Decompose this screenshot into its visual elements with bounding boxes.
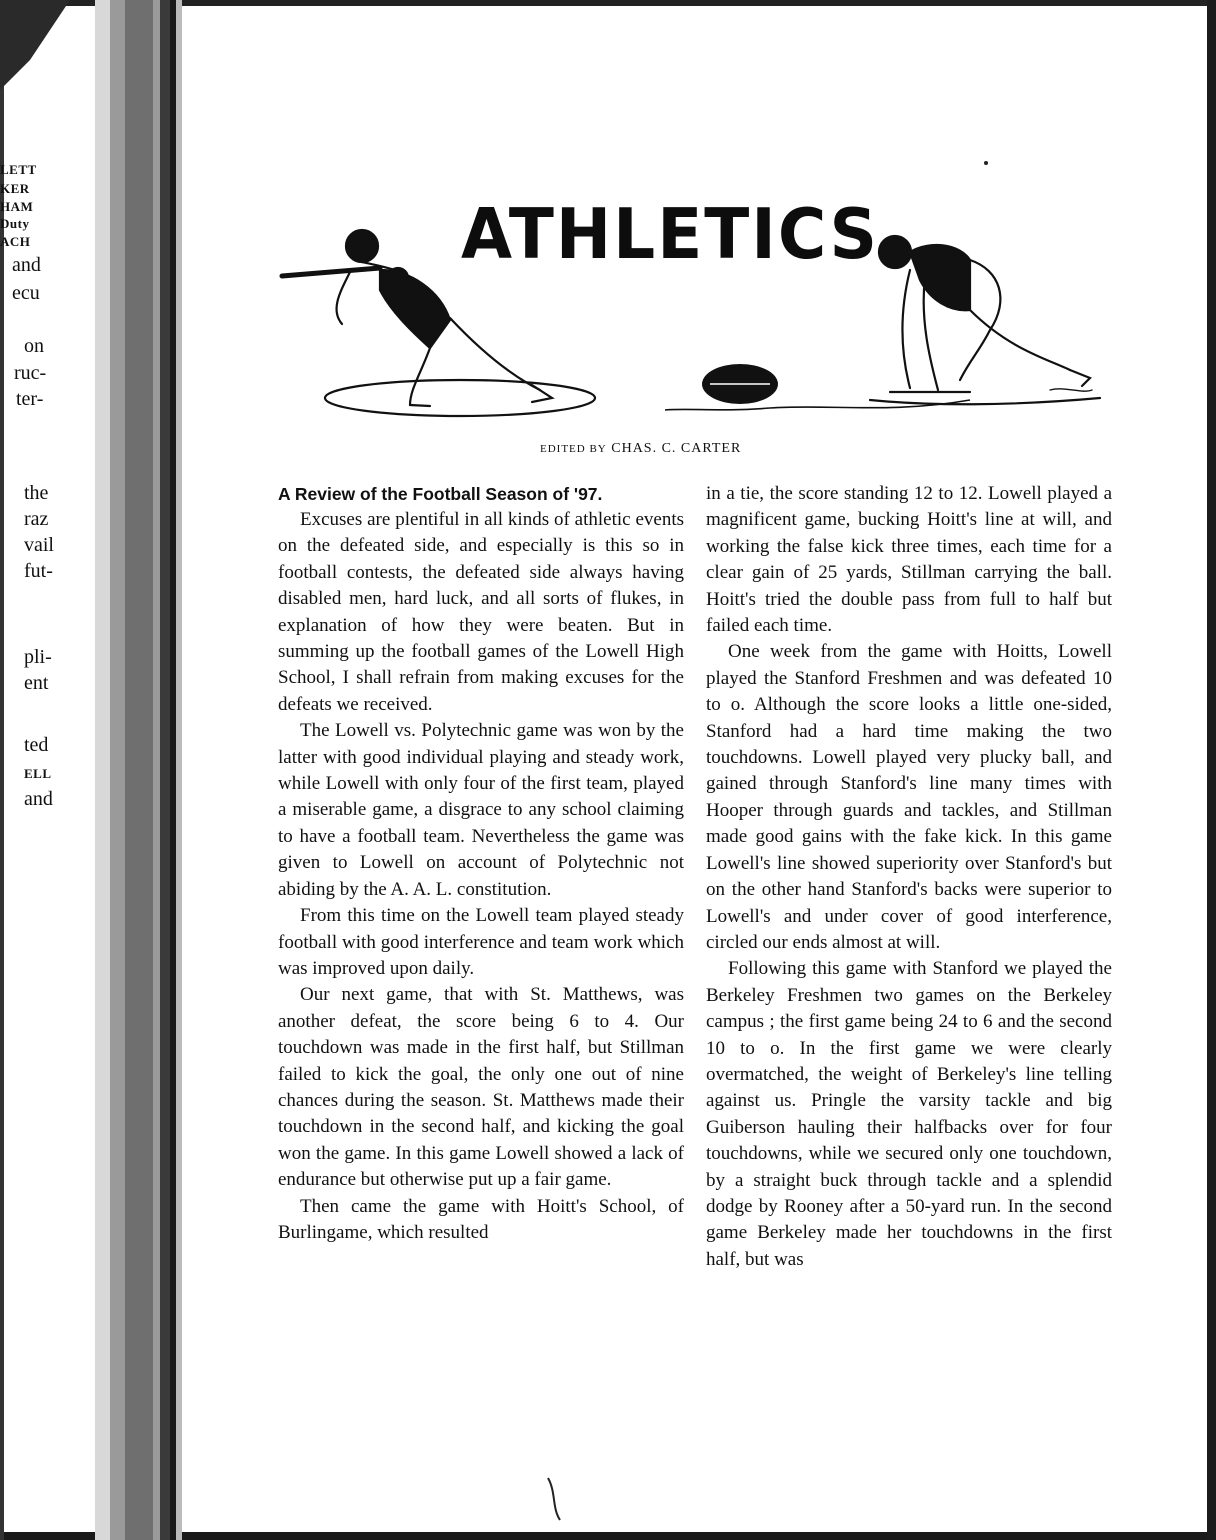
fragment: ruc- — [14, 362, 47, 384]
paragraph: in a tie, the score standing 12 to 12. Lowell played a magnificent game, bucking Hoitt's line at will, and working the false kick three times, each time for a clear gain of 25 yards, Stillman carrying the ball. Hoitt's tried the double pass from full to half but failed each time. — [706, 483, 1112, 637]
fragment: ted — [24, 734, 49, 756]
paragraph: Our next game, that with St. Matthews, was another defeat, the score being 6 to 4. Our touchdown was made in the first half, but Stillman failed to kick the goal, the only one out of nine chances during the season. St. Matthews made their touchdown in the second half, and kicking the goal won the game. In this game Lowell showed a lack of endurance but otherwise put up a fair game. — [278, 984, 684, 1191]
fragment: LETT — [0, 162, 37, 177]
fragment: vail — [24, 534, 54, 556]
page-title: ATHLETICS — [460, 194, 880, 275]
sprinter-figure — [870, 236, 1100, 404]
fragment: pli- — [24, 646, 52, 668]
paragraph: Excuses are plentiful in all kinds of athletic events on the defeated side, and especially is this so in football contests, the defeated side always having disabled men, hard luck, and all sorts of flukes, in explanation of how they were beaten. But in summing up the football games of the Lowell High School, I shall refrain from making excuses for the defeats we received. — [278, 509, 684, 715]
binding-gutter — [95, 0, 182, 1540]
fragment: ELL — [24, 766, 52, 781]
editor-name: CHAS. C. CARTER — [611, 441, 742, 456]
fragment: the — [24, 482, 49, 504]
fragment: ent — [24, 672, 49, 694]
paragraph: Then came the game with Hoitt's School, of Burlingame, which resulted — [278, 1195, 684, 1243]
fragment: on — [24, 335, 44, 357]
fragment: and — [12, 254, 41, 276]
fragment: and — [24, 788, 53, 810]
fragment: ACH — [0, 234, 31, 249]
fragment: Duty — [0, 216, 30, 231]
edited-by-label: EDITED BY — [540, 443, 607, 455]
paragraph: From this time on the Lowell team played steady football with good interference and team work which was improved upon daily. — [278, 905, 684, 979]
fragment: KER — [0, 181, 30, 196]
fragment: fut- — [24, 560, 53, 582]
article-column-right — [706, 481, 1112, 1273]
paragraph: The Lowell vs. Polytechnic game was won by the latter with good individual playing and steady work, while Lowell with only four of the first team, played a miserable game, a disgrace to any school claiming to have a football team. Nevertheless the game was given to Lowell on account of Polytechnic not abiding by the A. A. L. constitution. — [278, 720, 684, 900]
fragment: HAM — [0, 199, 34, 214]
fragment: ter- — [16, 388, 44, 410]
article-title: A Review of the Football Season of '97. — [278, 484, 603, 504]
fragment: raz — [24, 508, 49, 530]
paragraph: One week from the game with Hoitts, Lowell played the Stanford Freshmen and was defeated 10 to o. Although the score looks a little one-sided, Stanford had a hard time making the two touchdowns. Lowell played very plucky ball, and gained through Stanford's line many times with Hooper through guards and tackles, and Stillman made good gains with the fake kick. In this game Lowell's line showed superiority over Stanford's but on the other hand Stanford's backs were superior to Lowell's and under cover of good interference, circled our ends almost at will. — [706, 641, 1112, 953]
paragraph: Following this game with Stanford we played the Berkeley Freshmen two games on the Berkeley campus ; the first game being 24 to 6 and the second 10 to o. In the first game we were clearly overmatched, the weight of Berkeley's line telling against us. Pringle the varsity tackle and big Guiberson hauling their halfbacks over for four touchdowns, while we secured only one touchdown, by a straight buck through tackle and a splendid dodge by Rooney after a 50-yard run. In the second game Berkeley made her touchdowns in the first half, but was — [706, 958, 1112, 1270]
article-column-left — [278, 481, 684, 1246]
fragment: ecu — [12, 282, 40, 304]
editor-credit — [540, 441, 860, 457]
